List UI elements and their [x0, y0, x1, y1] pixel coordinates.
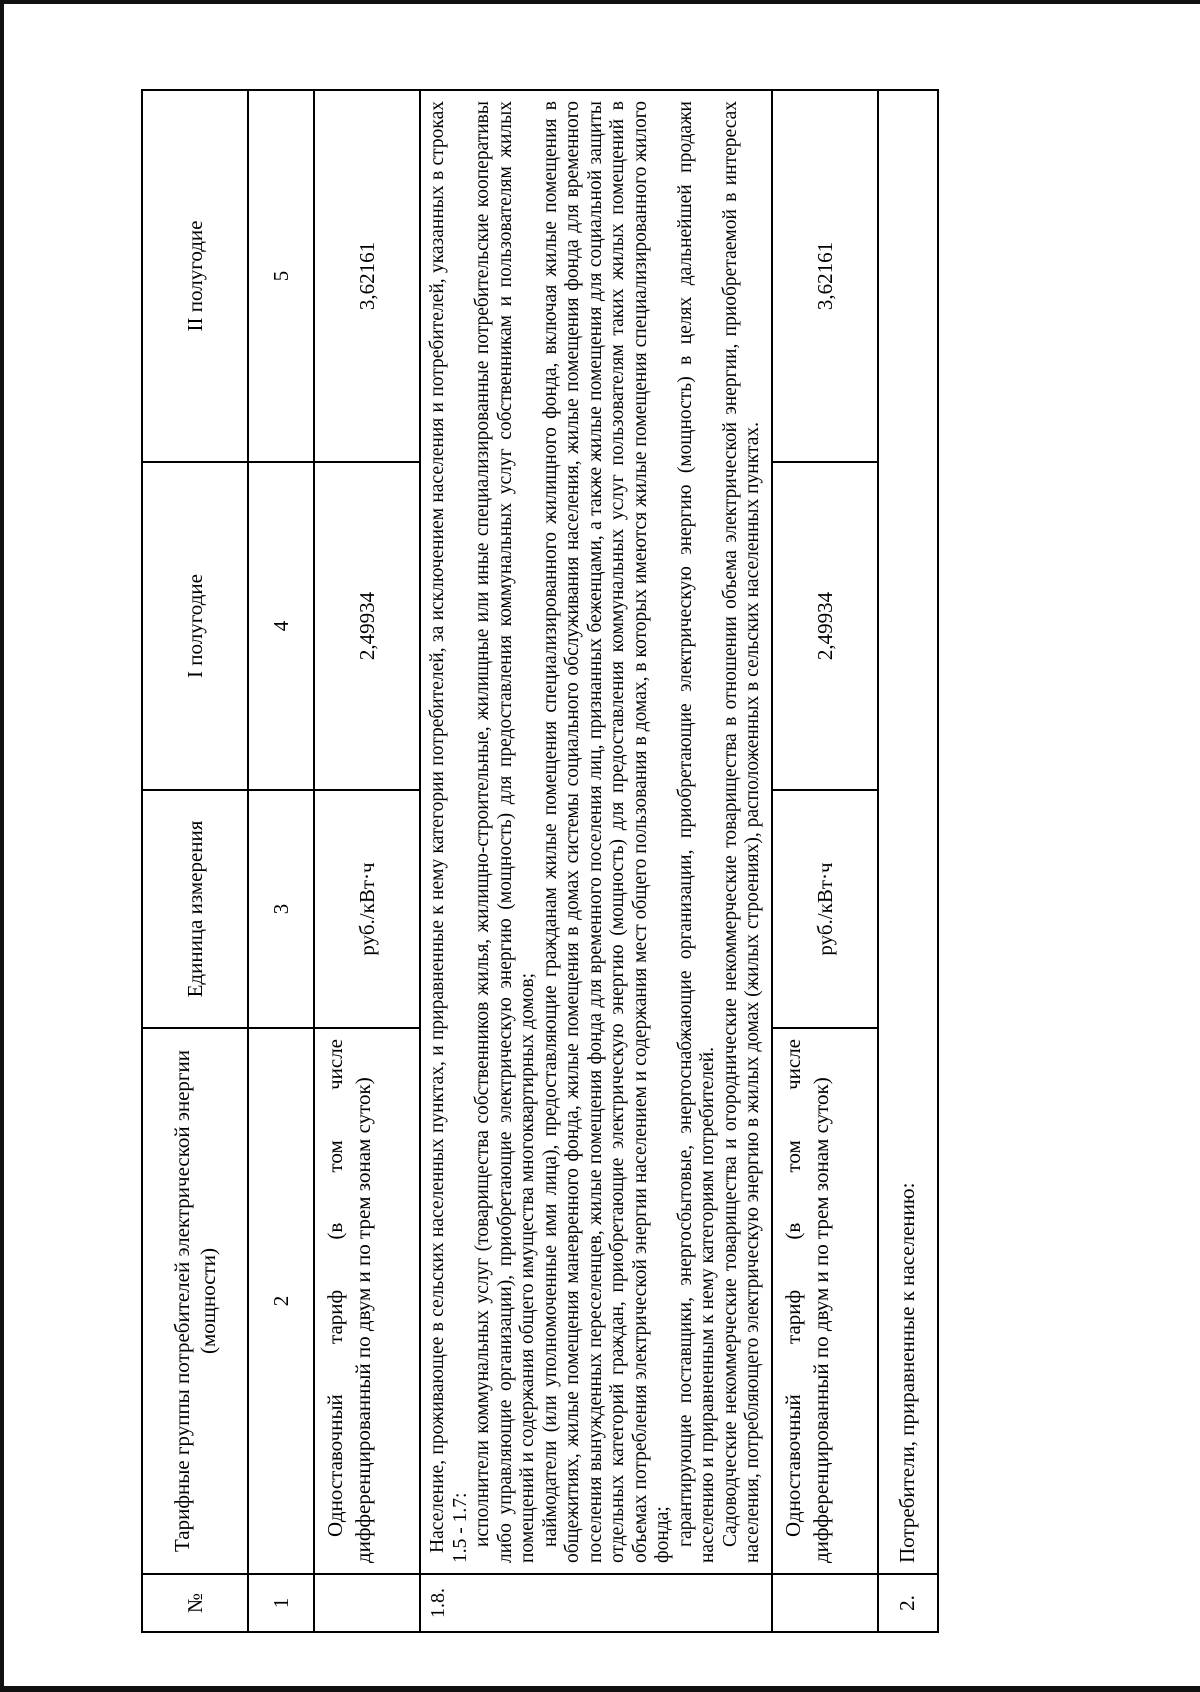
- tariff-b-first-half: 2,49934: [772, 462, 878, 790]
- col-number-3: 3: [248, 790, 314, 1028]
- scan-border-bottom: [0, 1686, 1200, 1692]
- col-number-1: 1: [248, 1574, 314, 1632]
- column-numbers-row: [248, 90, 314, 1632]
- tariff-row-b: [772, 90, 878, 1632]
- tariff-a-label: Одноставочный тариф (в том числе дифференцированный по двум и по трем зонам суток): [314, 1028, 420, 1574]
- row-1-8-num: 1.8.: [420, 1574, 772, 1632]
- table-header-row: [142, 90, 248, 1632]
- tariff-b-unit: руб./кВт·ч: [772, 790, 878, 1028]
- header-unit: Единица измерения: [142, 790, 248, 1028]
- tariff-a-second-half: 3,62161: [314, 90, 420, 462]
- tariff-a-first-half: 2,49934: [314, 462, 420, 790]
- header-second-half: II полугодие: [142, 90, 248, 462]
- row-2-num: 2.: [878, 1574, 938, 1632]
- row-2-label: Потребители, приравненные к населению:: [878, 90, 938, 1574]
- tariff-b-label: Одноставочный тариф (в том числе дифференцированный по двум и по трем зонам суток): [772, 1028, 878, 1574]
- row-1-8-para-3: наймодатели (или уполномоченные ими лица), предоставляющие гражданам жилые помещения специализированного жилищного фонда, включая жилые помещения в общежитиях, жилые помещения маневренного фонда, жилые помещения в домах системы социального обслуживания населения, жилые помещения фонда для временного поселения вынужденных переселенцев, жилые помещения фонда для временного поселения лиц, признанных беженцами, а также жилые помещения для социальной защиты отдельных категорий граждан, приобретающие электрическую энергию (мощность) для предоставления коммунальных услуг пользователям таких жилых помещений в объемах потребления электрической энергии населением и содержания мест общего пользования в домах, в которых имеются жилые помещения специализированного жилого фонда;: [539, 101, 673, 1563]
- tariff-a-unit: руб./кВт·ч: [314, 790, 420, 1028]
- tariff-a-num: [314, 1574, 420, 1632]
- row-1-8: [420, 90, 772, 1632]
- row-1-8-para-5: Садоводческие некоммерческие товарищества и огороднические некоммерческие товарищества в отношении объема электрической энергии, приобретаемой в интересах населения, потребляющего электрическую энергию в жилых домах (жилых строениях), расположенных в сельских населенных пунктах.: [719, 101, 763, 1563]
- row-2: [878, 90, 938, 1632]
- rotated-page-content: [141, 91, 945, 1633]
- tariff-b-second-half: 3,62161: [772, 90, 878, 462]
- row-1-8-para-1: Население, проживающее в сельских населенных пунктах, и приравненные к нему категории потребителей, за исключением населения и потребителей, указанных в строках 1.5 - 1.7:: [427, 101, 471, 1563]
- row-1-8-description: [420, 90, 772, 1574]
- scan-border-left: [0, 0, 4, 1692]
- row-1-8-para-2: исполнители коммунальных услуг (товарищества собственников жилья, жилищно-строительные, жилищные или иные специализированные потребительские кооперативы либо управляющие организации), приобретающие электрическую энергию (мощность) для предоставления коммунальных услуг собственникам и пользователям жилых помещений и содержания общего имущества многоквартирных домов;: [472, 101, 538, 1563]
- scan-border-top: [0, 0, 1200, 4]
- tariff-b-num: [772, 1574, 878, 1632]
- col-number-5: 5: [248, 90, 314, 462]
- header-num: №: [142, 1574, 248, 1632]
- col-number-2: 2: [248, 1028, 314, 1574]
- row-1-8-para-4: гарантирующие поставщики, энергосбытовые, энергоснабжающие организации, приобретающие электрическую энергию (мощность) в целях дальнейшей продажи населению и приравненным к нему категориям потребителей.: [674, 101, 718, 1563]
- col-number-4: 4: [248, 462, 314, 790]
- tariff-table: [141, 89, 939, 1633]
- header-first-half: I полугодие: [142, 462, 248, 790]
- tariff-row-a: [314, 90, 420, 1632]
- header-tariff-groups: Тарифные группы потребителей электрической энергии (мощности): [142, 1028, 248, 1574]
